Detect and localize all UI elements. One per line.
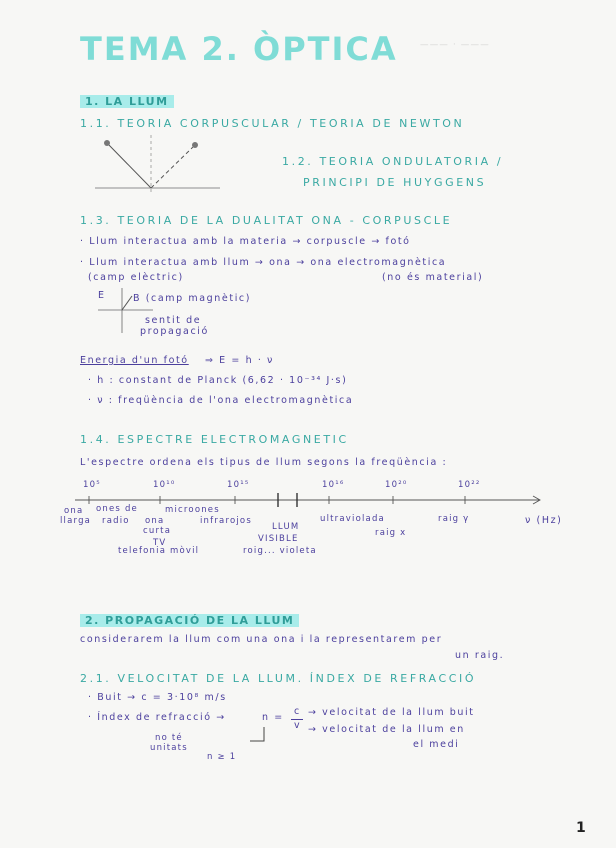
refraction-index-line: · Índex de refracció → <box>88 712 226 723</box>
section-2-intro-cont: un raig. <box>455 650 505 661</box>
corpuscular-diagram <box>95 135 225 205</box>
heading-1-2-line2: PRINCIPI DE HUYGGENS <box>303 176 487 189</box>
band-label: curta <box>143 526 172 536</box>
band-label: ones de <box>96 504 138 514</box>
tick-label: 10²⁰ <box>385 480 408 490</box>
tick-label: 10⁵ <box>83 480 101 490</box>
page-number: 1 <box>576 820 586 836</box>
band-label: ona <box>145 516 165 526</box>
bracket-mark <box>250 727 270 747</box>
band-label: raig x <box>375 528 407 538</box>
n-ge-one: n ≥ 1 <box>207 752 237 762</box>
page-title: TEMA 2. ÒPTICA <box>80 30 398 68</box>
band-label: ona <box>64 506 84 516</box>
not-material-note: (no és material) <box>382 272 484 283</box>
band-label: infrarojos <box>200 516 252 526</box>
n-denominator: v <box>294 720 302 731</box>
tick-label: 10¹⁶ <box>322 480 345 490</box>
section-2-intro: considerarem la llum com una ona i la representarem per <box>80 634 443 645</box>
energy-formula: ⇒ E = h · ν <box>205 355 274 366</box>
band-label: microones <box>165 505 220 515</box>
heading-2-1: 2.1. VELOCITAT DE LA LLUM. ÍNDEX DE REFRACCIÓ <box>80 672 477 685</box>
section-1-heading: 1. LA LLUM <box>80 95 174 108</box>
n-numerator: c <box>294 706 301 717</box>
band-label: LLUM <box>272 522 300 532</box>
no-units-note-2: unitats <box>150 743 188 753</box>
vector-b-label: B (camp magnètic) <box>133 293 252 304</box>
electric-field-note: (camp elèctric) <box>88 272 184 283</box>
bullet-wave: · Llum interactua amb llum → ona → ona electromagnètica <box>80 257 447 268</box>
direction-label-1: sentit de <box>145 315 202 326</box>
bleed-through-text: ——— · ——— <box>420 40 490 50</box>
frequency-note: · ν : freqüència de l'ona electromagnètica <box>88 395 354 406</box>
corpuscle-dot <box>192 142 198 148</box>
n-denominator-desc-2: el medi <box>413 739 460 750</box>
vector-e-label: E <box>98 290 106 301</box>
band-label: telefonia mòvil <box>118 546 200 556</box>
n-numerator-desc: → velocitat de la llum buit <box>308 707 475 718</box>
corpuscle-dot <box>104 140 110 146</box>
heading-1-1: 1.1. TEORIA CORPUSCULAR / TEORIA DE NEWTON <box>80 117 465 130</box>
spectrum-axis <box>75 490 545 510</box>
heading-1-4: 1.4. ESPECTRE ELECTROMAGNETIC <box>80 433 349 446</box>
incident-ray <box>107 143 151 188</box>
n-denominator-desc: → velocitat de la llum en <box>308 724 465 735</box>
band-label: VISIBLE <box>258 534 299 544</box>
energy-label: Energia d'un fotó <box>80 355 189 366</box>
band-label: ultraviolada <box>320 514 385 524</box>
tick-label: 10²² <box>458 480 481 490</box>
axis-label: ν (Hz) <box>525 515 563 526</box>
planck-constant: · h : constant de Planck (6,62 · 10⁻³⁴ J·s) <box>88 375 348 386</box>
heading-1-2-line1: 1.2. TEORIA ONDULATORIA / <box>282 155 504 168</box>
band-label: TV <box>153 538 167 548</box>
section-2-heading: 2. PROPAGACIÓ DE LA LLUM <box>80 614 299 627</box>
spectrum-intro: L'espectre ordena els tipus de llum segons la freqüència : <box>80 457 448 468</box>
tick-label: 10¹⁵ <box>227 480 250 490</box>
reflected-ray <box>151 145 195 188</box>
heading-1-3: 1.3. TEORIA DE LA DUALITAT ONA - CORPUSCLE <box>80 214 453 227</box>
vacuum-speed: · Buit → c = 3·10⁸ m/s <box>88 692 227 703</box>
band-label: radio <box>102 516 130 526</box>
no-units-note: no té <box>155 733 183 743</box>
direction-label-2: propagació <box>140 326 209 337</box>
tick-label: 10¹⁰ <box>153 480 176 490</box>
band-label: roig... violeta <box>243 546 317 556</box>
band-label: raig γ <box>438 514 470 524</box>
n-symbol: n = <box>262 712 284 723</box>
bullet-corpuscle: · Llum interactua amb la materia → corpuscle → fotó <box>80 236 411 247</box>
band-label: llarga <box>60 516 92 526</box>
